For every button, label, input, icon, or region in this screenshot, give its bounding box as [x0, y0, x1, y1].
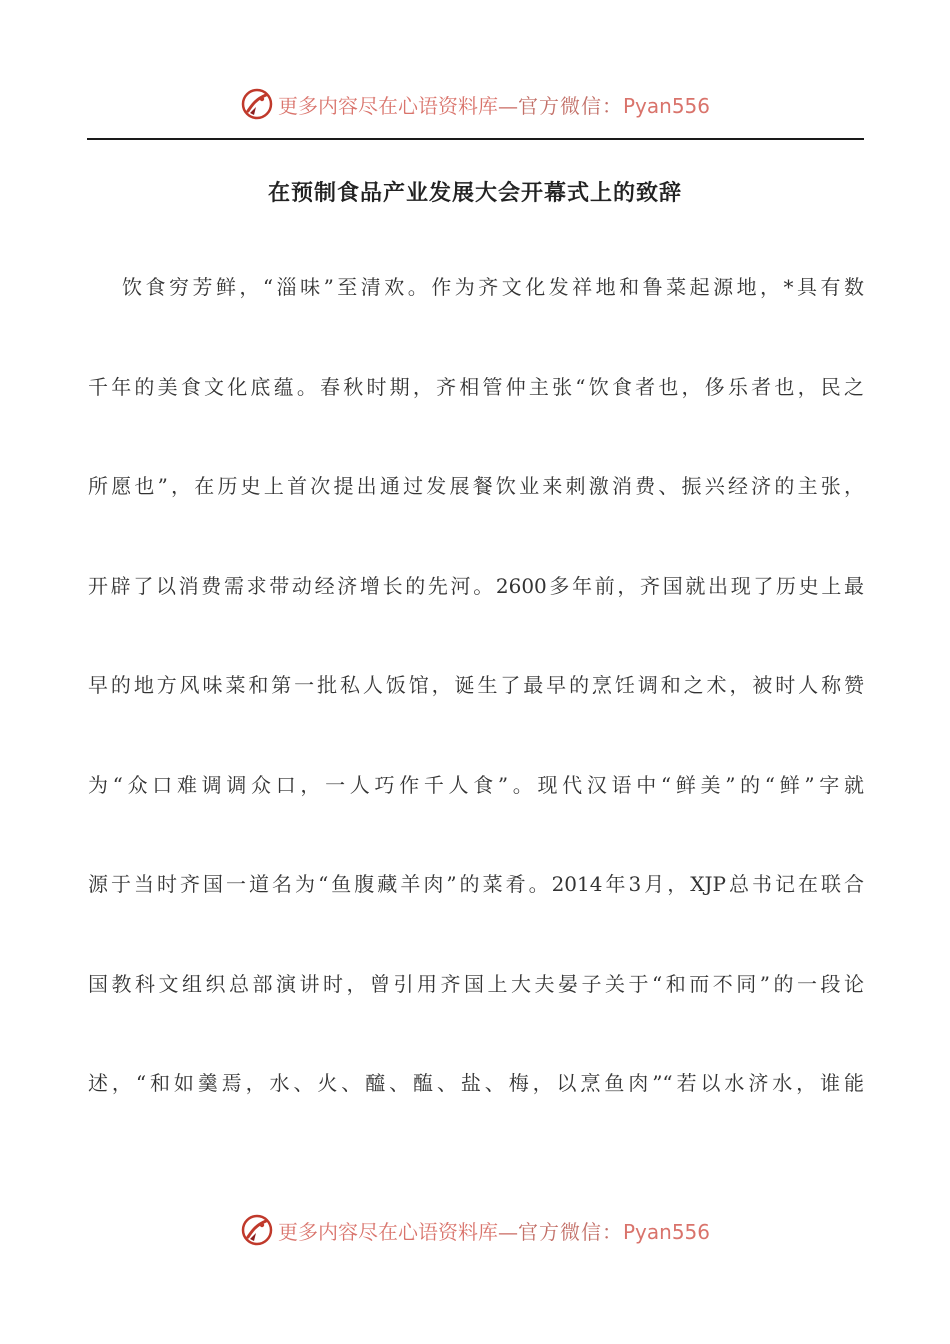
body-line: 早的地方风味菜和第一批私人饭馆，诞生了最早的烹饪调和之术，被时人称赞	[88, 673, 864, 697]
footer-banner-lead: 更多内容尽在心语资料库	[277, 1219, 498, 1244]
footer-banner-separator: —	[497, 1219, 518, 1244]
header-banner-separator: —	[497, 93, 518, 118]
header-banner-wechat: Pyan556	[622, 93, 710, 118]
body-line: 国教科文组织总部演讲时，曾引用齐国上大夫晏子关于“和而不同”的一段论	[88, 971, 864, 996]
body-line: 开辟了以消费需求带动经济增长的先河。2600多年前，齐国就出现了历史上最	[88, 573, 864, 598]
pen-nib-logo-icon	[240, 87, 274, 121]
body-line: 饮食穷芳鲜，“淄味”至清欢。作为齐文化发祥地和鲁菜起源地，*具有数	[122, 275, 864, 299]
footer-banner-wechat: Pyan556	[622, 1219, 710, 1244]
body-line: 源于当时齐国一道名为“鱼腹藏羊肉”的菜肴。2014年3月，XJP总书记在联合	[88, 872, 864, 896]
header-rule	[87, 138, 864, 140]
body-line: 述，“和如羹焉，水、火、醯、醢、盐、梅，以烹鱼肉”“若以水济水，谁能	[88, 1071, 864, 1095]
document-body	[88, 262, 864, 1158]
header-banner-text	[278, 90, 710, 119]
footer-banner-label: 官方微信：	[517, 1219, 623, 1244]
header-banner	[0, 84, 950, 124]
footer-banner-text	[278, 1216, 710, 1245]
header-banner-label: 官方微信：	[517, 93, 623, 118]
pen-nib-logo-icon	[240, 1213, 274, 1247]
document-title: 在预制食品产业发展大会开幕式上的致辞	[267, 180, 682, 206]
header-banner-lead: 更多内容尽在心语资料库	[277, 93, 498, 118]
body-line: 为“众口难调调众口，一人巧作千人食”。现代汉语中“鲜美”的“鲜”字就	[88, 772, 864, 797]
body-line: 千年的美食文化底蕴。春秋时期，齐相管仲主张“饮食者也，侈乐者也，民之	[88, 374, 864, 399]
footer-banner	[0, 1210, 950, 1250]
body-line: 所愿也”，在历史上首次提出通过发展餐饮业来刺激消费、振兴经济的主张，	[88, 474, 864, 498]
